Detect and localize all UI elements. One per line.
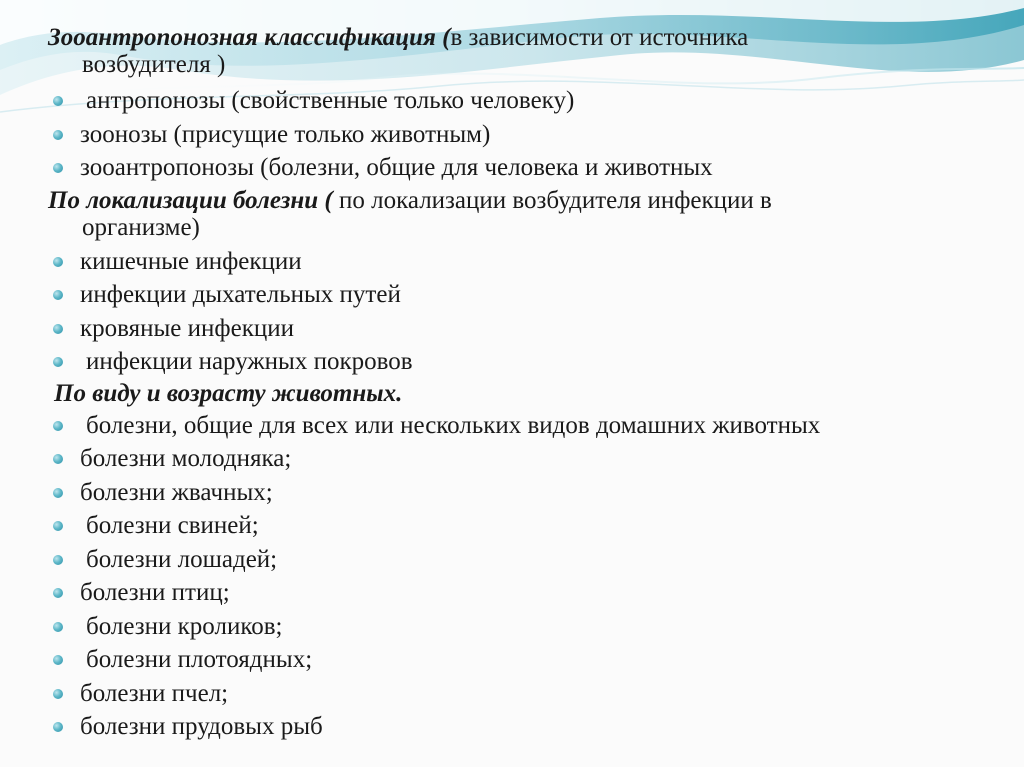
- list-item: болезни плотоядных;: [48, 643, 1008, 677]
- bullet-icon: [53, 555, 63, 565]
- slide-content: [48, 24, 1008, 744]
- bullet-icon: [53, 689, 63, 699]
- bullet-icon: [53, 588, 63, 598]
- heading-continuation: возбудителя ): [82, 51, 226, 78]
- bullet-icon: [53, 421, 63, 431]
- list-item: инфекции наружных покровов: [48, 345, 1008, 379]
- section-heading-localization: [48, 187, 1008, 241]
- list-item: болезни птиц;: [48, 576, 1008, 610]
- bullet-icon: [53, 163, 63, 173]
- list-item: болезни, общие для всех или нескольких видов домашних животных: [48, 409, 1008, 443]
- bullet-icon: [53, 357, 63, 367]
- list-item: болезни жвачных;: [48, 476, 1008, 510]
- list-item: болезни свиней;: [48, 509, 1008, 543]
- heading-continuation: организме): [82, 213, 200, 241]
- list-item: кровяные инфекции: [48, 312, 1008, 346]
- list-item: зооантропонозы (болезни, общие для человека и животных: [48, 151, 1008, 185]
- bullet-icon: [53, 521, 63, 531]
- list-item: болезни пчел;: [48, 677, 1008, 711]
- section-heading-species-age: По виду и возрасту животных.: [54, 379, 403, 407]
- list-item: инфекции дыхательных путей: [48, 278, 1008, 312]
- list-species-age: [48, 409, 1008, 744]
- section-heading-zooanthroponotic: [48, 24, 1008, 78]
- bullet-icon: [53, 454, 63, 464]
- list-item: болезни кроликов;: [48, 610, 1008, 644]
- list-item: зоонозы (присущие только животным): [48, 118, 1008, 152]
- list-item: антропонозы (свойственные только человеку): [48, 84, 1008, 118]
- bullet-icon: [53, 290, 63, 300]
- heading-rest: в зависимости от источника: [450, 24, 749, 51]
- bullet-icon: [53, 655, 63, 665]
- bullet-icon: [53, 488, 63, 498]
- list-item: кишечные инфекции: [48, 245, 1008, 279]
- bullet-icon: [53, 324, 63, 334]
- heading-rest: по локализации возбудителя инфекции в: [332, 186, 772, 214]
- list-item: болезни прудовых рыб: [48, 710, 1008, 744]
- list-item: болезни молодняка;: [48, 442, 1008, 476]
- bullet-icon: [53, 130, 63, 140]
- list-zooanthroponotic: [48, 84, 1008, 185]
- heading-emphasis: По локализации болезни (: [48, 186, 333, 214]
- bullet-icon: [53, 96, 63, 106]
- heading-emphasis: Зооантропонозная классификация (: [48, 24, 451, 51]
- list-localization: [48, 245, 1008, 379]
- bullet-icon: [53, 722, 63, 732]
- bullet-icon: [53, 622, 63, 632]
- list-item: болезни лошадей;: [48, 543, 1008, 577]
- bullet-icon: [53, 257, 63, 267]
